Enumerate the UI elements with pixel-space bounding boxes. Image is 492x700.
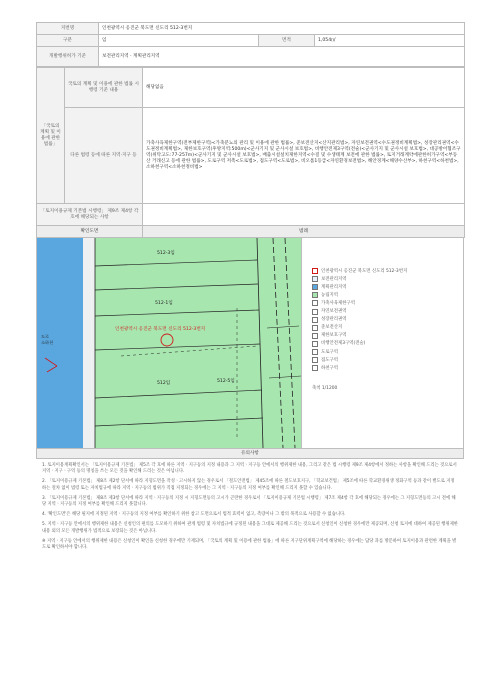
legend-header: 범례: [143, 226, 465, 238]
label-zoning-law: 「국토의 계획 및 이용에 관한 법률」: [37, 68, 65, 204]
note-paragraph: 2. 「토지이용규제 기본법」 제8조 제2항 단서에 따라 지형도면을 작성ㆍ고시하지 않는 경우로서 「철도안전법」 제45조에 따른 철도보호지구, 「학교보건법」 제5조에 따른 학교환경위생 정화구역 등과 같이 별도로 지정하는 절차 없이 법령 또는 자치법규에 따라 지역ㆍ지구등의 범위가 직접 지정되는 경우에는 그 지역ㆍ지구등의 지정 여부를 확인해 드리지 못할 수 있습니다.: [42, 479, 455, 491]
legend-swatch-icon: [312, 276, 318, 282]
legend-item: 성장관리권역: [312, 317, 465, 323]
legend-swatch-icon: [312, 268, 318, 274]
legend-item: 보전관리지역: [312, 276, 465, 282]
map-scale: 축척 1/1200: [312, 386, 338, 392]
map-header: 확인도면: [37, 226, 143, 238]
legend-item: 제한보호구역: [312, 333, 465, 339]
note-paragraph: ※ 지역ㆍ지구등 안에서의 행위제한 내용은 신청인이 확인을 신청한 경우에만 기재되며, 「국토의 계획 및 이용에 관한 법률」에 따른 지구단위계획구역에 해당하는 경우에는 담당 과를 방문하여 토지이용과 관련한 계획을 별도로 확인하셔야 합니다.: [42, 538, 457, 551]
legend-swatch-icon: [312, 292, 318, 298]
info-table: [36, 22, 465, 67]
document: [36, 22, 464, 555]
legend-item: 자연보전권역: [312, 309, 465, 315]
map-section: [36, 238, 464, 449]
legend-item: 가축사육제한구역: [312, 300, 465, 306]
legend-swatch-icon: [312, 341, 318, 347]
map-side-label-2: 소하천: [41, 340, 54, 345]
parcel-lines: [37, 238, 301, 448]
label-address: 지번명: [37, 23, 99, 35]
label-decree-items: 「토지이용규제 기본법 시행령」 제9조 제4항 각 호에 해당되는 사항: [37, 204, 143, 226]
notes-body: [36, 459, 464, 551]
target-parcel-label: 인천광역시 옹진군 북도면 신도리 512-3번지: [115, 327, 206, 332]
legend-swatch-icon: [312, 365, 318, 371]
note-paragraph: 5. 지역ㆍ지구등 안에서의 행위제한 내용은 신청인의 편의를 도모하기 위하여 관계 법령 및 자치법규에 규정된 내용을 그대로 제공해 드리는 것으로서 신청인이 신청한 경우에만 제공되며, 신청 토지에 대하여 제공된 행위제한 내용 외의 모든 개발행위가 법적으로 보장되는 것은 아닙니다.: [42, 522, 458, 534]
map-label-2: 512-1임: [155, 301, 173, 306]
label-area: 면적: [259, 35, 315, 47]
legend-swatch-icon: [312, 325, 318, 331]
label-permit-criteria: 개발행위허가 기준: [37, 47, 99, 67]
map-label-3: 512-5임: [217, 379, 235, 384]
legend-item: 접도구역: [312, 357, 465, 363]
confirmation-map: [37, 238, 301, 448]
map-label-1: 512-3임: [157, 251, 175, 256]
legend-item: 계획관리지역: [312, 284, 465, 290]
legend-swatch-icon: [312, 309, 318, 315]
category-value: 임: [99, 35, 259, 47]
zoning-table: [36, 67, 465, 238]
decree-items-value: [143, 204, 465, 226]
map-side-label-1: 도로: [41, 334, 50, 339]
legend-swatch-icon: [312, 349, 318, 355]
address-value: 인천광역시 옹진군 북도면 신도리 512-3번지: [99, 23, 465, 35]
law-criteria-value: 해당없음: [143, 68, 465, 108]
label-law-criteria: 국토의 계획 및 이용에 관한 법률 시행령 기준 내용: [65, 68, 143, 108]
note-paragraph: 3. 「토지이용규제 기본법」 제8조 제3항 단서에 따라 지역ㆍ지구등의 지정 시 지형도면등의 고시가 곤란한 경우로서 「토지이용규제 기본법 시행령」 제7조 제4항 각 호에 해당되는 경우에는 그 지형도면등의 고시 전에 해당 지역ㆍ지구등의 지정 여부를 확인해 드리지 못합니다.: [42, 495, 456, 508]
area-value: 1,054㎡: [315, 35, 465, 47]
legend-swatch-icon: [312, 284, 318, 290]
legend: [301, 238, 465, 448]
other-laws-value: 가축사육제한구역(전부제한구역)<가축분뇨의 관리 및 이용에 관한 법률>, 준보전산지<산지관리법>, 자연보전권역<수도권정비계획법>, 성장관리권역<수도권정비계획법>, 제한보호구역(후방지역:500m)<군사기지 및 군사시설 보호법>, 비행안전제3구역(전술)<군사기지 및 군사시설 보호법>, 대공방어협조구역(위탁고도:77-257m)<군사기지 및 군사시설 보호법>, 배출시설설치제한지역<수질 및 수생태계 보전에 관한 법률>, 토지거래계약에관한허가구역<부동산 거래신고 등에 관한 법률>, 도로구역 저촉<도로법>, 접도구역<도로법>, 비오톱1등급<자연환경보전법>, 해안경계<해양수산부>, 하천구역<하천법>, 소하천구역<소하천정비법>: [143, 108, 465, 204]
note-paragraph: 4. '확인도면'은 해당 필지에 지정된 지역ㆍ지구등의 지정 여부를 확인하기 위한 참고 도면으로서 법적 효력이 없고, 측량이나 그 밖의 목적으로 사용할 수 없습니다.: [42, 512, 346, 518]
label-other-laws: 다른 법령 등에 따른 지역·지구 등: [65, 108, 143, 204]
legend-item: 도로구역: [312, 349, 465, 355]
legend-item: 하천구역: [312, 365, 465, 371]
legend-item: 농림지역: [312, 292, 465, 298]
legend-item: 준보전산지: [312, 325, 465, 331]
legend-swatch-icon: [312, 333, 318, 339]
note-paragraph: 1. 토지이용계획확인서는 「토지이용규제 기본법」 제5조 각 호에 따른 지역ㆍ지구등의 지정 내용과 그 지역ㆍ지구등 안에서의 행위제한 내용, 그리고 같은 법 시행령 제9조 제4항에서 정하는 사항을 확인해 드리는 것으로서 지역ㆍ지구ㆍ구역 등의 명칭을 쓰는 모든 것을 확인해 드리는 것은 아닙니다.: [42, 463, 457, 475]
legend-item: 인천광역시 옹진군 북도면 신도리 512-3번지: [312, 268, 465, 274]
map-label-4: 512임: [157, 381, 171, 386]
legend-swatch-icon: [312, 317, 318, 323]
permit-criteria-value: 보전관리지역 · 계획관리지역: [99, 47, 465, 67]
legend-item: 비행안전제3구역(전술): [312, 341, 465, 347]
legend-swatch-icon: [312, 300, 318, 306]
label-category: 구분: [37, 35, 99, 47]
legend-swatch-icon: [312, 357, 318, 363]
notes-title: 유의사항: [36, 449, 464, 459]
